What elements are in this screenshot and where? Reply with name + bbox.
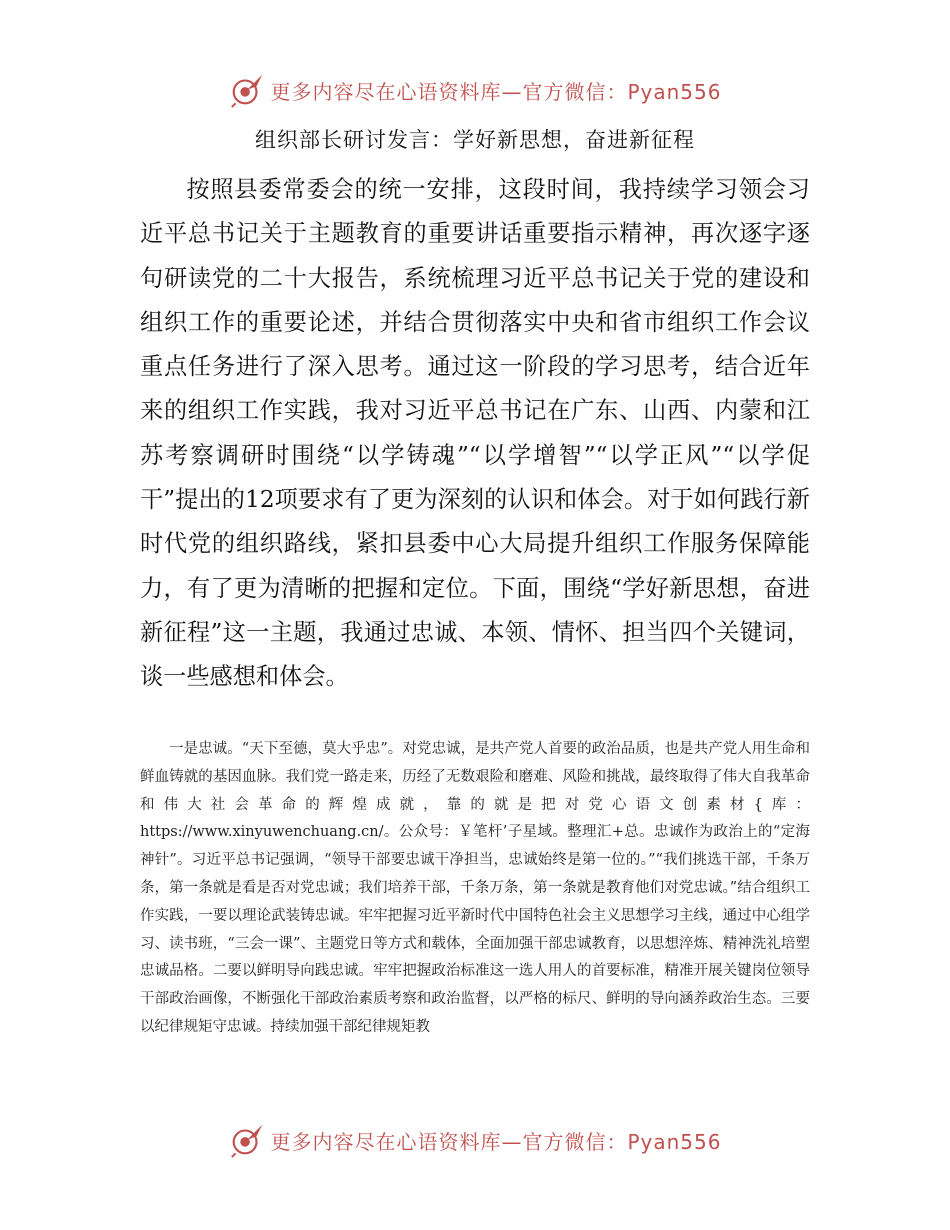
watermark-text: 更多内容尽在心语资料库—官方微信：Pyan556 [270,1129,722,1154]
watermark-footer [0,1120,950,1160]
quill-logo-icon [228,1121,266,1159]
intro-paragraph: 按照县委常委会的统一安排，这段时间，我持续学习领会习近平总书记关于主题教育的重要讲话重要指示精神，再次逐字逐句研读党的二十大报告，系统梳理习近平总书记关于党的建设和组织工作的重要论述，并结合贯彻落实中央和省市组织工作会议重点任务进行了深入思考。通过这一阶段的学习思考，结合近年来的组织工作实践，我对习近平总书记在广东、山西、内蒙和江苏考察调研时围绕“以学铸魂”“以学增智”“以学正风”“以学促干”提出的12项要求有了更为深刻的认识和体会。对于如何践行新时代党的组织路线，紧扣县委中心大局提升组织工作服务保障能力，有了更为清晰的把握和定位。下面，围绕“学好新思想，奋进新征程”这一主题，我通过忠诚、本领、情怀、担当四个关键词，谈一些感想和体会。 [140,176,810,691]
watermark-text: 更多内容尽在心语资料库—官方微信：Pyan556 [270,79,722,104]
quill-logo-icon [228,71,266,109]
document-title: 组织部长研讨发言：学好新思想，奋进新征程 [255,128,695,152]
section-one-paragraph: 一是忠诚。“天下至德，莫大乎忠”。对党忠诚，是共产党人首要的政治品质，也是共产党人用生命和鲜血铸就的基因血脉。我们党一路走来，历经了无数艰险和磨难、风险和挑战，最终取得了伟大自我革命和伟大社会革命的辉煌成就，靠的就是把对党心语文创素材{库：https://www.xinyuwenchuang.cn/。公众号：￥笔杆’子星域。整理汇+总。忠诚作为政治上的“定海神针”。习近平总书记强调，“领导干部要忠诚干净担当，忠诚始终是第一位的。”“我们挑选干部，千条万条，第一条就是看是否对党忠诚；我们培养干部，千条万条，第一条就是教育他们对党忠诚。”结合组织工作实践，一要以理论武装铸忠诚。牢牢把握习近平新时代中国特色社会主义思想学习主线，通过中心组学习、读书班，“三会一课”、主题党日等方式和载体，全面加强干部忠诚教育，以思想淬炼、精神洗礼培塑忠诚品格。二要以鲜明导向践忠诚。牢牢把握政治标准这一选人用人的首要标准，精准开展关键岗位领导干部政治画像，不断强化干部政治素质考察和政治监督，以严格的标尺、鲜明的导向涵养政治生态。三要以纪律规矩守忠诚。持续加强干部纪律规矩教 [140,741,810,1035]
watermark-header [0,70,950,110]
